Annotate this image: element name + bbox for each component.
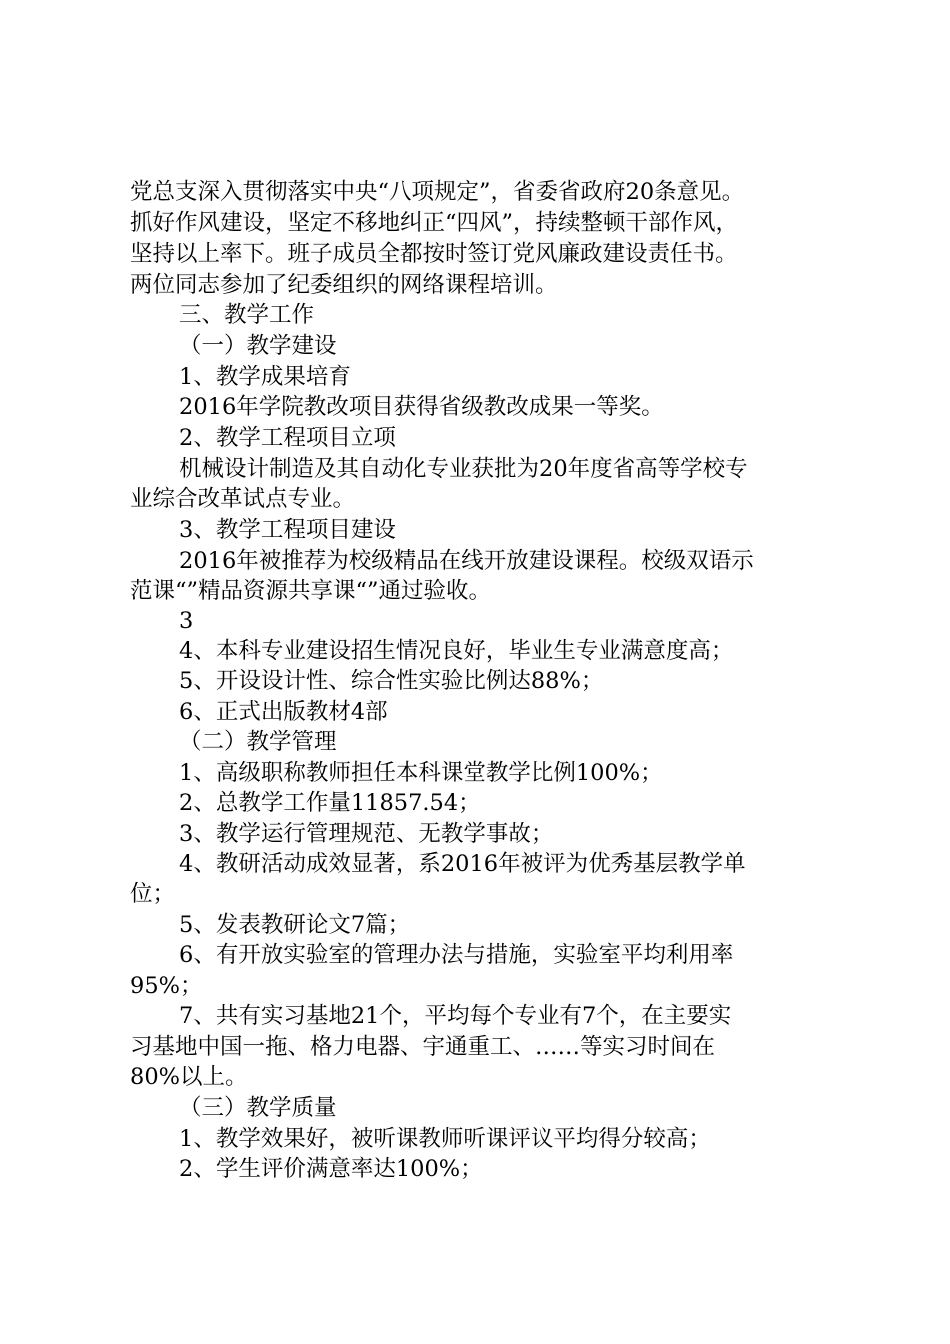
list-item: 1、教学成果培育 xyxy=(179,364,351,390)
list-item: 5、开设设计性、综合性实验比例达88%； xyxy=(179,668,604,694)
list-item: 2、学生评价满意率达100%； xyxy=(179,1156,483,1182)
list-item: 4、本科专业建设招生情况良好，毕业生专业满意度高； xyxy=(179,638,734,664)
list-item: 6、有开放实验室的管理办法与措施，实验室平均利用率 xyxy=(179,942,734,968)
paragraph-line: 习基地中国一拖、格力电器、宇通重工、……等实习时间在 xyxy=(130,1034,716,1060)
paragraph-line: 95%； xyxy=(130,973,203,999)
subsection-heading: （二）教学管理 xyxy=(179,729,337,755)
paragraph-line: 抓好作风建设，坚定不移地纠正“四风”，持续整顿干部作风， xyxy=(130,210,739,236)
subsection-heading: （一）教学建设 xyxy=(179,333,337,359)
list-item: 3、教学工程项目建设 xyxy=(179,517,396,543)
paragraph-line: 80%以上。 xyxy=(130,1064,248,1090)
paragraph-line: 范课“”精品资源共享课“”通过验收。 xyxy=(130,578,492,604)
section-heading: 三、教学工作 xyxy=(179,302,315,328)
list-item: 6、正式出版教材4部 xyxy=(179,699,388,725)
list-item: 1、教学效果好，被听课教师听课评议平均得分较高； xyxy=(179,1126,711,1152)
paragraph-line: 坚持以上率下。班子成员全都按时签订党风廉政建设责任书。 xyxy=(130,241,738,267)
paragraph-line: 位； xyxy=(130,881,176,907)
subsection-heading: （三）教学质量 xyxy=(179,1095,337,1121)
list-item: 5、发表教研论文7篇； xyxy=(179,912,411,938)
paragraph-line: 2016年被推荐为校级精品在线开放建设课程。校级双语示 xyxy=(179,548,754,574)
paragraph-line: 业综合改革试点专业。 xyxy=(130,486,356,512)
list-item: 1、高级职称教师担任本科课堂教学比例100%； xyxy=(179,760,663,786)
paragraph-line: 党总支深入贯彻落实中央“八项规定”，省委省政府20条意见。 xyxy=(130,179,745,205)
list-item: 3 xyxy=(179,608,194,634)
list-item: 7、共有实习基地21个，平均每个专业有7个，在主要实 xyxy=(179,1003,732,1029)
list-item: 2、教学工程项目立项 xyxy=(179,425,396,451)
list-item: 2、总教学工作量11857.54； xyxy=(179,790,481,816)
paragraph-line: 2016年学院教改项目获得省级教改成果一等奖。 xyxy=(179,394,664,420)
list-item: 4、教研活动成效显著，系2016年被评为优秀基层教学单 xyxy=(179,851,746,877)
list-item: 3、教学运行管理规范、无教学事故； xyxy=(179,821,554,847)
paragraph-line: 机械设计制造及其自动化专业获批为20年度省高等学校专 xyxy=(179,456,748,482)
paragraph-line: 两位同志参加了纪委组织的网络课程培训。 xyxy=(130,272,558,298)
